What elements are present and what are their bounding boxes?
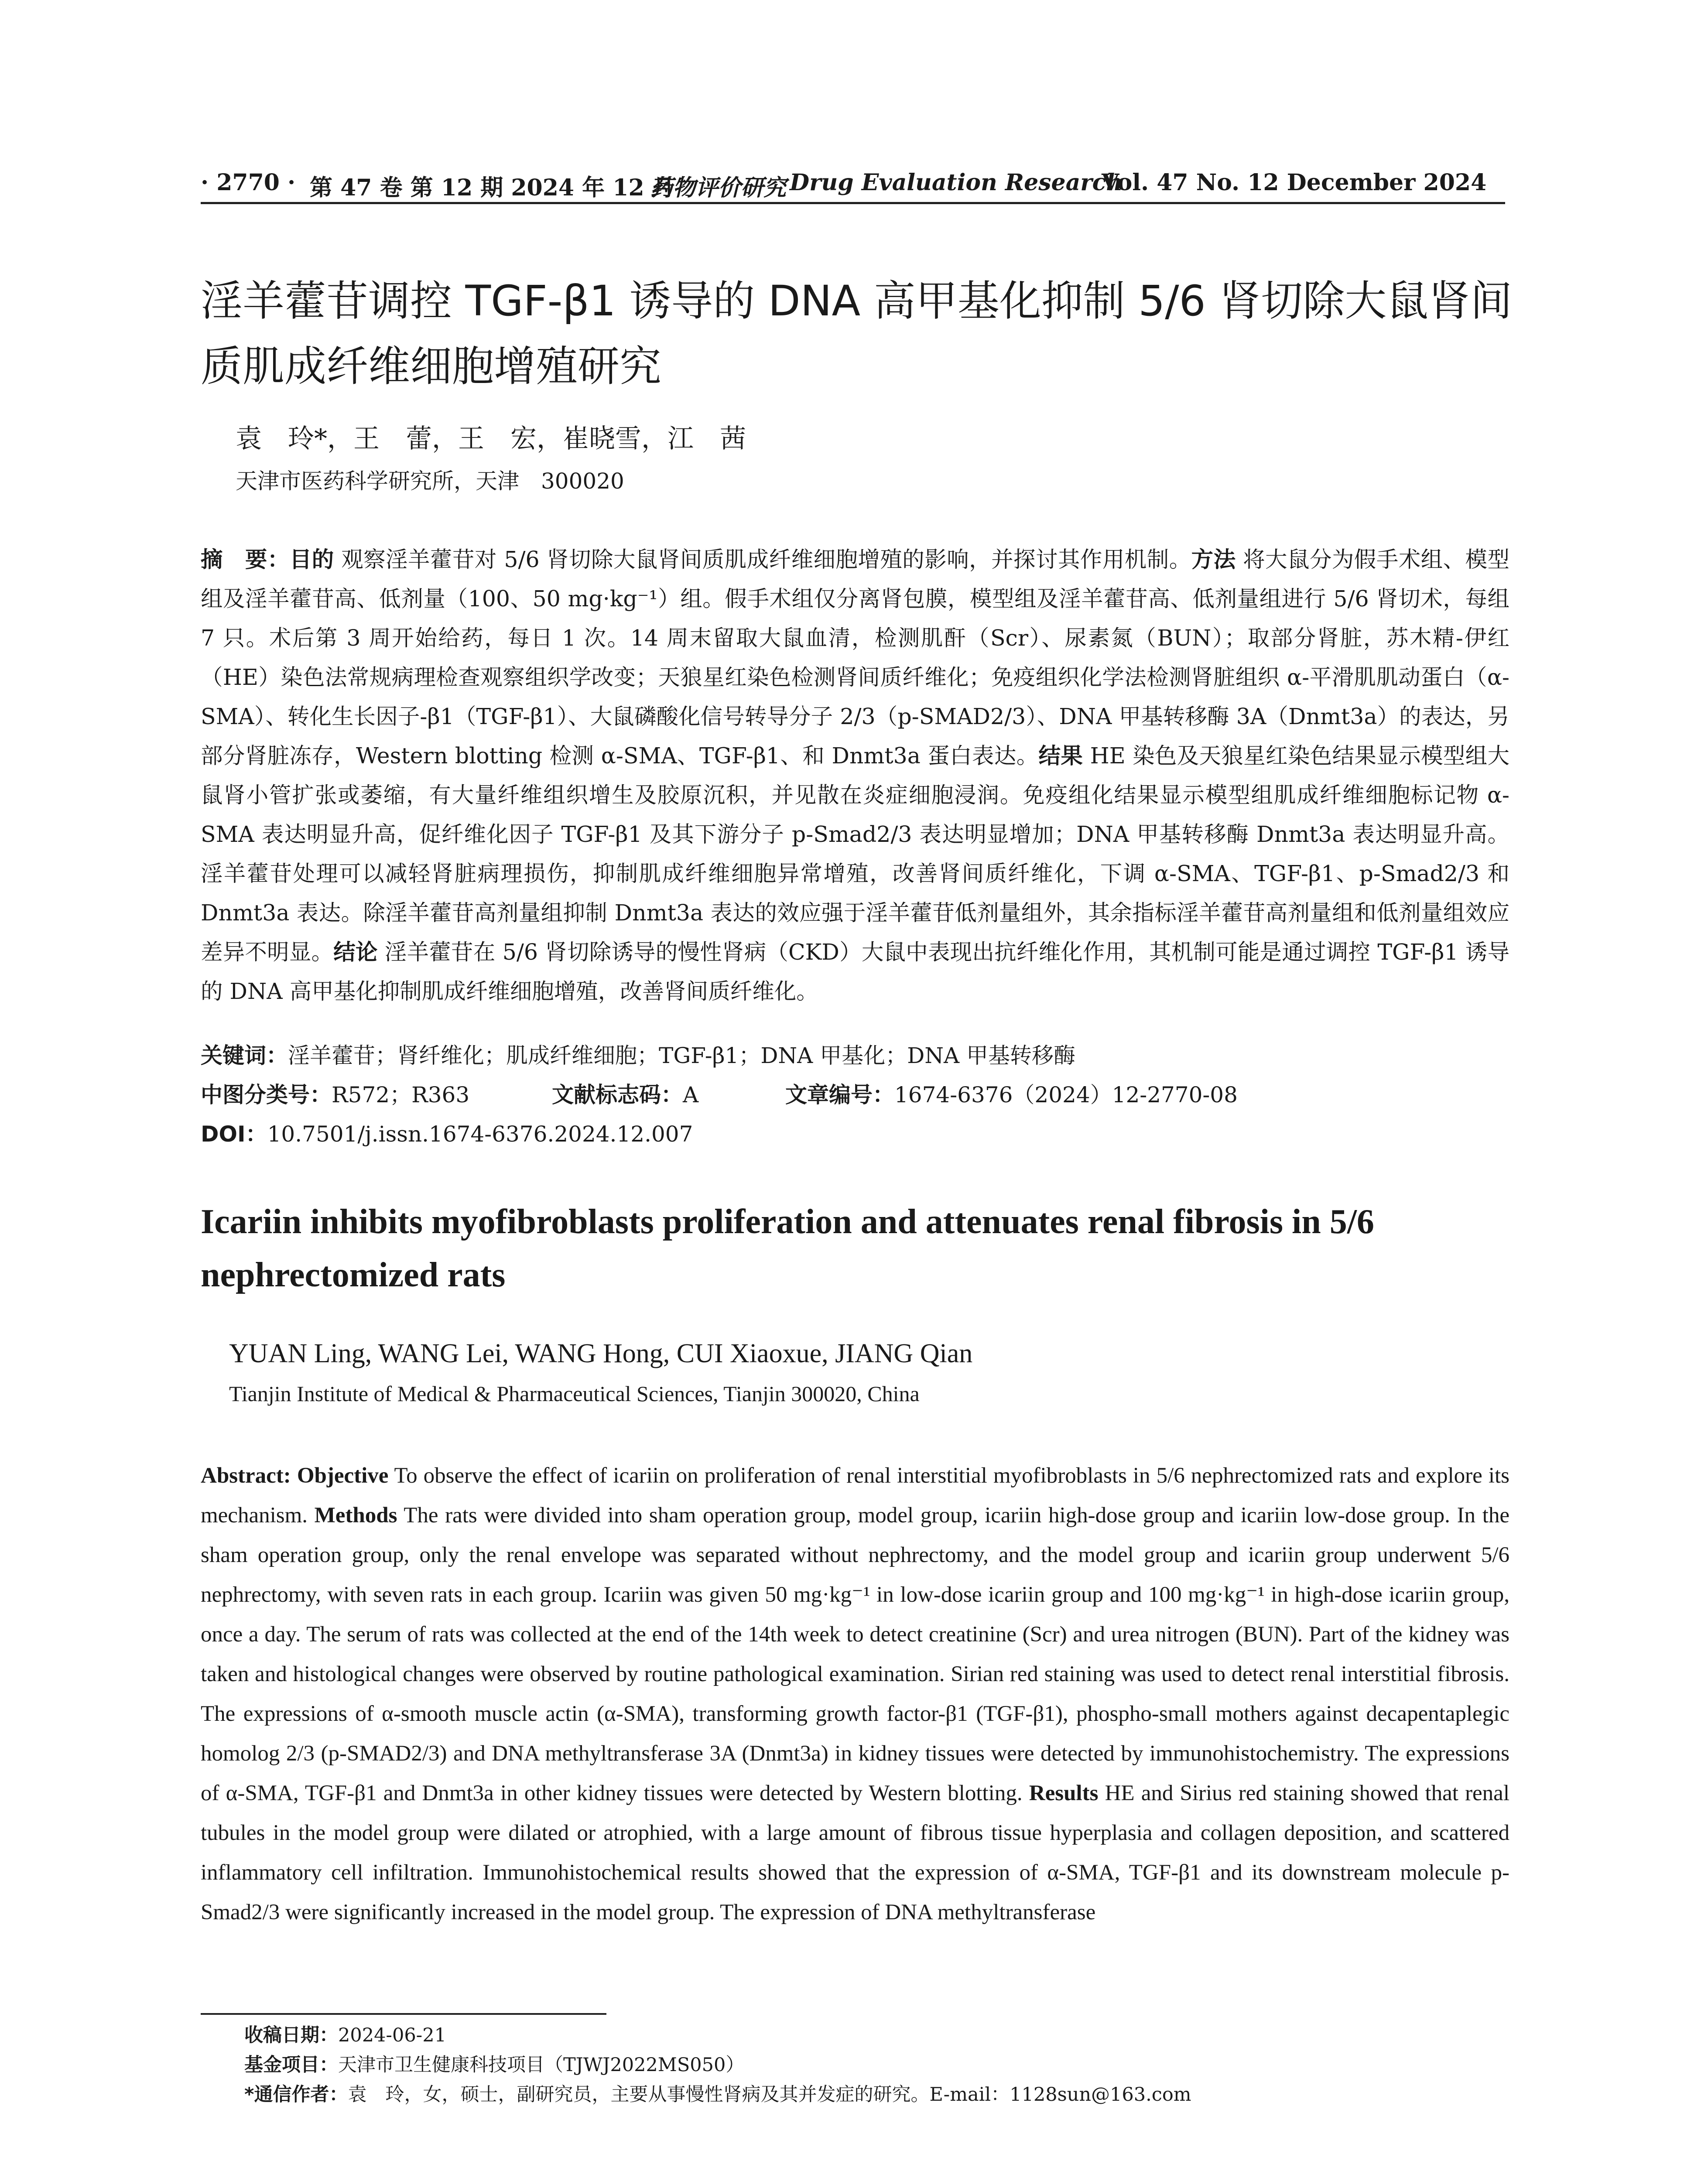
fund-text: 天津市卫生健康科技项目（TJWJ2022MS050） (338, 2054, 745, 2076)
doccode-label: 文献标志码： (552, 1082, 683, 1108)
articleno-text: 1674-6376（2024）12-2770-08 (894, 1082, 1238, 1108)
fund-label: 基金项目： (244, 2054, 338, 2076)
abstract-label-en: Abstract: (201, 1463, 291, 1488)
article-title-en: Icariin inhibits myofibroblasts proliferation and attenuates renal fibrosis in 5/6 nephrectomized rats (201, 1203, 1374, 1294)
abstract-en (201, 1456, 1509, 1932)
articleno-label: 文章编号： (785, 1082, 894, 1108)
results-text-en: HE and Sirius red staining showed that renal tubules in the model group were dilated or atrophied, with a large amount of fibrous tissue hyperplasia and collagen deposition, and scattered inflammatory cell infiltration. Immunohistochemical results showed that the expression of α-SMA, TGF-β1 and its downstream molecule p-Smad2/3 were significantly increased in the model group. The expression of DNA methyltransferase (201, 1781, 1509, 1925)
clc-label: 中图分类号： (201, 1082, 332, 1108)
results-label-cn: 结果 (1038, 743, 1083, 769)
journal-logo: 药物评价研究 (650, 174, 787, 201)
methods-text-en: The rats were divided into sham operation group, model group, icariin high-dose group and icariin low-dose group. In the sham operation group, only the renal envelope was separated without nephrectomy, and the model group and icariin group underwent 5/6 nephrectomy, with seven rats in each group. Icariin was given 50 mg·kg⁻¹ in low-dose icariin group and 100 mg·kg⁻¹ in high-dose icariin group, once a day. The serum of rats was collected at the end of the 14th week to detect creatinine (Scr) and urea nitrogen (BUN). Part of the kidney was taken and histological changes were observed by routine pathological examination. Sirian red staining was used to detect renal interstitial fibrosis. The expressions of α-smooth muscle actin (α-SMA), transforming growth factor-β1 (TGF-β1), phospho-small mothers against decapentaplegic homolog 2/3 (p-SMAD2/3) and DNA methyltransferase 3A (Dnmt3a) in kidney tissues were detected by immunohistochemistry. The expressions of α-SMA, TGF-β1 and Dnmt3a in other kidney tissues were detected by Western blotting. (201, 1503, 1509, 1805)
header-rule (201, 202, 1505, 204)
running-header (201, 166, 1505, 201)
doi-text: 10.7501/j.issn.1674-6376.2024.12.007 (267, 1121, 693, 1147)
authors-cn: 袁 玲*，王 蕾，王 宏，崔晓雪，江 茜 (236, 424, 746, 454)
received-date: 2024-06-21 (338, 2024, 446, 2046)
methods-text-cn: 将大鼠分为假手术组、模型组及淫羊藿苷高、低剂量（100、50 mg·kg⁻¹）组。假手术组仅分离肾包膜，模型组及淫羊藿苷高、低剂量组进行 5/6 肾切术，每组 7 只。术后第 3 周开始给药，每日 1 次。14 周末留取大鼠血清，检测肌酐（Scr）、尿素氮（BUN）；取部分肾脏，苏木精-伊红（HE）染色法常规病理检查观察组织学改变；天狼星红染色检测肾间质纤维化；免疫组织化学法检测肾脏组织 α-平滑肌肌动蛋白（α-SMA）、转化生长因子-β1（TGF-β1）、大鼠磷酸化信号转导分子 2/3（p-SMAD2/3）、DNA 甲基转移酶 3A（Dnmt3a）的表达，另部分肾脏冻存，Western blotting 检测 α-SMA、TGF-β1、和 Dnmt3a 蛋白表达。 (201, 547, 1510, 769)
objective-label-en: Objective (297, 1463, 389, 1488)
corresponding-text: 袁 玲，女，硕士，副研究员，主要从事慢性肾病及其并发症的研究。E-mail：1128sun@163.com (348, 2084, 1191, 2106)
footnote-fund (244, 2050, 744, 2077)
doi-label: DOI： (201, 1121, 267, 1147)
results-text-cn: HE 染色及天狼星红染色结果显示模型组大鼠肾小管扩张或萎缩，有大量纤维组织增生及胶原沉积，并见散在炎症细胞浸润。免疫组化结果显示模型组肌成纤维细胞标记物 α-SMA 表达明显升高，促纤维化因子 TGF-β1 及其下游分子 p-Smad2/3 表达明显增加；DNA 甲基转移酶 Dnmt3a 表达明显升高。淫羊藿苷处理可以减轻肾脏病理损伤，抑制肌成纤维细胞异常增殖，改善肾间质纤维化，下调 α-SMA、TGF-β1、p-Smad2/3 和 Dnmt3a 表达。除淫羊藿苷高剂量组抑制 Dnmt3a 表达的效应强于淫羊藿苷低剂量组外，其余指标淫羊藿苷高剂量组和低剂量组效应差异不明显。 (201, 743, 1510, 965)
conclusion-label-cn: 结论 (333, 939, 378, 965)
footnote-corresponding (244, 2080, 1191, 2106)
objective-text-en: To observe the effect of icariin on proliferation of renal interstitial myofibroblasts in 5/6 nephrectomized rats and explore its mechanism. (201, 1463, 1510, 1528)
results-label-en: Results (1029, 1781, 1099, 1805)
affiliation-cn: 天津市医药科学研究所，天津 300020 (236, 468, 624, 494)
methods-label-en: Methods (314, 1503, 397, 1528)
abstract-label-cn: 摘 要： (201, 547, 290, 572)
received-label: 收稿日期： (244, 2024, 338, 2046)
classification-line (201, 1077, 469, 1109)
issue-info-cn: 第 47 卷 第 12 期 2024 年 12 月 (310, 174, 675, 201)
objective-label-cn: 目的 (289, 547, 334, 572)
methods-label-cn: 方法 (1191, 547, 1236, 572)
journal-name-en: Drug Evaluation Research (790, 169, 1123, 196)
footnote-rule (201, 2013, 606, 2015)
keywords-line (201, 1038, 1075, 1070)
objective-text-cn: 观察淫羊藿苷对 5/6 肾切除大鼠肾间质肌成纤维细胞增殖的影响，并探讨其作用机制。 (334, 547, 1191, 572)
doi-line (201, 1117, 693, 1148)
affiliation-en: Tianjin Institute of Medical & Pharmaceutical Sciences, Tianjin 300020, China (229, 1381, 920, 1406)
keywords-text: 淫羊藿苷；肾纤维化；肌成纤维细胞；TGF-β1；DNA 甲基化；DNA 甲基转移酶 (288, 1043, 1076, 1068)
article-title-cn: 淫羊藿苷调控 TGF-β1 诱导的 DNA 高甲基化抑制 5/6 肾切除大鼠肾间质肌成纤维细胞增殖研究 (201, 277, 1513, 391)
keywords-label: 关键词： (201, 1043, 288, 1068)
corresponding-label: *通信作者： (244, 2084, 348, 2106)
doccode-text: A (683, 1082, 699, 1108)
page-number: · 2770 · (201, 169, 296, 196)
conclusion-text-cn: 淫羊藿苷在 5/6 肾切除诱导的慢性肾病（CKD）大鼠中表现出抗纤维化作用，其机制可能是通过调控 TGF-β1 诱导的 DNA 高甲基化抑制肌成纤维细胞增殖，改善肾间质纤维化。 (201, 939, 1510, 1004)
issue-info-en: Vol. 47 No. 12 December 2024 (1102, 169, 1487, 196)
clc-text: R572；R363 (332, 1082, 470, 1108)
footnote-received (244, 2020, 446, 2047)
doccode-line (552, 1077, 698, 1109)
articleno-line (785, 1077, 1238, 1109)
abstract-cn (201, 540, 1509, 1011)
authors-en: YUAN Ling, WANG Lei, WANG Hong, CUI Xiaoxue, JIANG Qian (229, 1339, 973, 1368)
